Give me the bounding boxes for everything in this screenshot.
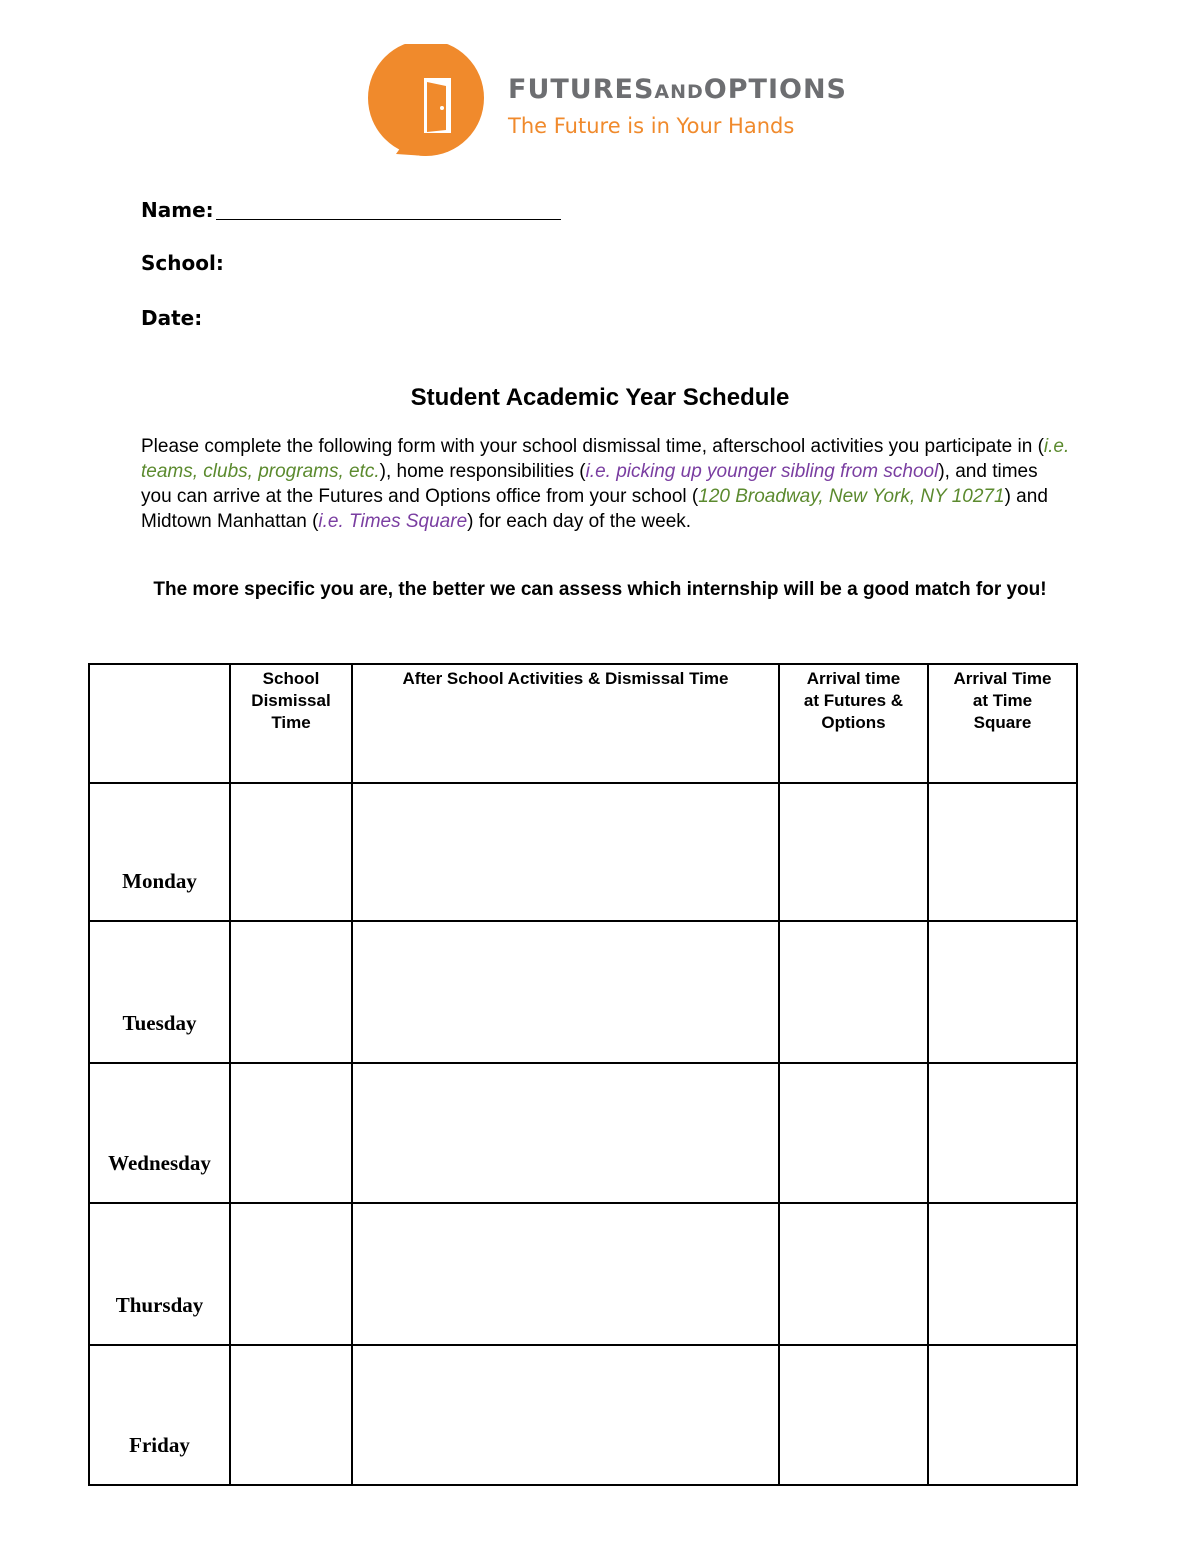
logo [366,44,846,156]
cell-activities[interactable] [352,1063,779,1203]
cell-activities[interactable] [352,1345,779,1485]
cell-arrival-times-square[interactable] [928,1203,1077,1345]
day-thursday: Thursday [89,1203,230,1345]
brand-tagline: The Future is in Your Hands [508,114,795,138]
table-row [89,1345,1077,1485]
cell-arrival-times-square[interactable] [928,1345,1077,1485]
door-logo-icon [366,44,490,156]
cell-activities[interactable] [352,1203,779,1345]
cell-arrival-futures[interactable] [779,921,928,1063]
table-row [89,783,1077,921]
day-tuesday: Tuesday [89,921,230,1063]
cell-arrival-futures[interactable] [779,1345,928,1485]
day-wednesday: Wednesday [89,1063,230,1203]
header-arrival-times-square: Arrival Time at Time Square [928,664,1077,783]
table-header-row [89,664,1077,783]
header-day [89,664,230,783]
cell-arrival-times-square[interactable] [928,1063,1077,1203]
cell-dismissal[interactable] [230,1063,352,1203]
schedule-table [88,663,1078,1486]
cell-dismissal[interactable] [230,921,352,1063]
cell-arrival-times-square[interactable] [928,783,1077,921]
cell-dismissal[interactable] [230,783,352,921]
table-row [89,921,1077,1063]
brand-name: FUTURESANDOPTIONS [508,74,847,105]
header-dismissal: School Dismissal Time [230,664,352,783]
cell-arrival-futures[interactable] [779,1203,928,1345]
header-activities: After School Activities & Dismissal Time [352,664,779,783]
table-row [89,1063,1077,1203]
cell-activities[interactable] [352,921,779,1063]
day-friday: Friday [89,1345,230,1485]
cell-dismissal[interactable] [230,1203,352,1345]
emphasis-note: The more specific you are, the better we can assess which internship will be a good match for you! [153,579,1047,600]
cell-arrival-times-square[interactable] [928,921,1077,1063]
page-title: Student Academic Year Schedule [410,384,790,411]
cell-dismissal[interactable] [230,1345,352,1485]
table-row [89,1203,1077,1345]
cell-arrival-futures[interactable] [779,783,928,921]
date-label: Date: [141,306,203,330]
day-monday: Monday [89,783,230,921]
cell-arrival-futures[interactable] [779,1063,928,1203]
name-field-line[interactable] [216,219,561,220]
instructions-paragraph: Please complete the following form with your school dismissal time, afterschool activities you participate in (i.e. teams, clubs, programs, etc.), home responsibilities (i.e. picking up younger sibling from school), and times you can arrive at the Futures and Options office from your school (120 Broadway, New York, NY 10271) and Midtown Manhattan (i.e. Times Square) for each day of the week. [141,436,1070,532]
school-label: School: [141,251,224,275]
header-arrival-futures: Arrival time at Futures & Options [779,664,928,783]
name-label: Name: [141,198,214,222]
cell-activities[interactable] [352,783,779,921]
